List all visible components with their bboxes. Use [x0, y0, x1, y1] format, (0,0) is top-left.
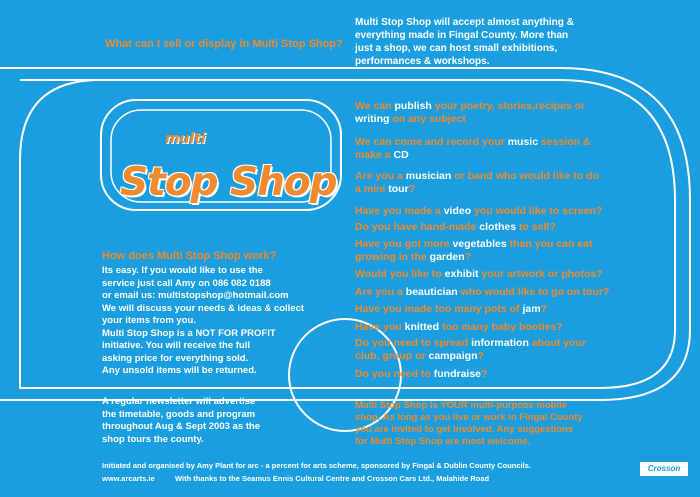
- question-text: club, group or: [355, 350, 429, 362]
- newsletter-text: [102, 396, 302, 446]
- footer-website[interactable]: www.arcarts.ie: [102, 474, 155, 483]
- question-keyword: musician: [405, 170, 452, 182]
- question-line: [355, 303, 615, 316]
- how-line: your items from you.: [102, 315, 196, 326]
- question-text: ?: [464, 251, 472, 263]
- question-text: a mini: [355, 183, 389, 195]
- question-keyword: clothes: [479, 221, 517, 233]
- newsletter-line: shop tours the county.: [102, 433, 204, 445]
- question-text: make a: [355, 149, 394, 161]
- question-text: on any subject: [389, 113, 466, 125]
- question-keyword: jam: [522, 303, 541, 315]
- question-text: growing in the: [355, 251, 430, 263]
- question-text: than you can eat: [506, 238, 593, 250]
- footer-thanks: With thanks to the Seamus Ennis Cultural Centre and Crosson Cars Ltd., Malahide Road: [175, 474, 490, 483]
- question-keyword: campaign: [428, 350, 478, 362]
- question-text: who would like to go on tour?: [457, 286, 610, 298]
- how-line: service just call Amy on 086 082 0188: [102, 277, 271, 289]
- question-keyword: video: [443, 205, 472, 217]
- question-line: [355, 268, 615, 281]
- closing-line: Multi Stop Shop is YOUR multi-purpose mobile: [355, 400, 567, 411]
- question-line: [355, 286, 615, 299]
- question-text: Do you have hand-made: [355, 221, 480, 233]
- how-line: Multi Stop Shop is a NOT FOR PROFIT: [102, 327, 276, 339]
- question-text: ?: [481, 368, 488, 380]
- question-text: session &: [538, 136, 591, 148]
- question-keyword: garden: [429, 251, 465, 263]
- intro-line: performances & workshops.: [355, 56, 490, 67]
- question-keyword: writing: [355, 113, 390, 125]
- question-text: to sell?: [516, 221, 556, 233]
- question-keyword: fundraise: [433, 368, 482, 380]
- question-line: [355, 205, 615, 218]
- question-text: Have you: [355, 321, 405, 333]
- logo-stop-shop-text: Stop Shop: [120, 160, 337, 205]
- question-line: [355, 100, 615, 113]
- question-keyword: exhibit: [444, 268, 479, 280]
- question-line: [355, 149, 615, 162]
- how-line: Any unsold items will be returned.: [102, 365, 257, 376]
- how-line: or email us: multistopshop@hotmail.com: [102, 290, 289, 301]
- question-text: ?: [540, 303, 547, 315]
- question-keyword: knitted: [404, 321, 440, 333]
- newsletter-line: A regular newsletter will advertise: [102, 396, 256, 407]
- intro-line: Multi Stop Shop will accept almost anything &: [355, 17, 574, 28]
- intro-text: [355, 16, 655, 68]
- question-line: [355, 337, 615, 350]
- question-keyword: beautician: [405, 286, 458, 298]
- question-text: Have you made too many pots of: [355, 303, 523, 315]
- header-question: What can I sell or display in Multi Stop Shop?: [105, 38, 343, 50]
- question-line: [355, 221, 615, 234]
- how-line: asking price for everything sold.: [102, 352, 249, 364]
- question-line: [355, 321, 615, 334]
- newsletter-line: throughout Aug & Sept 2003 as the: [102, 421, 260, 432]
- question-keyword: music: [507, 136, 539, 148]
- crosson-logo: Crosson: [640, 462, 688, 476]
- how-line: initiative. You will receive the full: [102, 340, 250, 351]
- footer-credits: Initiated and organised by Amy Plant for arc - a percent for arts scheme, sponsored by Fingal & Dublin County Councils.: [102, 461, 531, 470]
- question-text: ?: [408, 183, 416, 195]
- question-keyword: publish: [394, 100, 432, 112]
- question-keyword: tour: [388, 183, 409, 195]
- question-text: Are you a: [355, 170, 406, 182]
- intro-line: everything made in Fingal County. More than: [355, 30, 569, 41]
- question-keyword: information: [471, 337, 529, 349]
- question-text: We can: [355, 100, 395, 112]
- closing-text: [355, 400, 655, 448]
- question-text: Do you need to: [355, 368, 434, 380]
- question-line: [355, 350, 615, 363]
- question-text: your artwork or photos?: [478, 268, 603, 280]
- question-text: Have you got more: [355, 238, 453, 250]
- question-line: [355, 113, 615, 126]
- question-text: Do you need to spread: [355, 337, 472, 349]
- question-text: Are you a: [355, 286, 406, 298]
- question-text: or band who would like to do: [451, 170, 599, 182]
- how-title: How does Multi Stop Shop work?: [102, 250, 277, 262]
- question-line: [355, 170, 615, 183]
- question-keyword: CD: [393, 149, 409, 161]
- question-text: Have you made a: [355, 205, 444, 217]
- question-line: [355, 368, 615, 381]
- question-line: [355, 238, 615, 251]
- question-text: your poetry, stories,recipes or: [431, 100, 586, 112]
- closing-line: for Multi Stop Shop are most welcome.: [355, 436, 531, 447]
- question-keyword: vegetables: [452, 238, 507, 250]
- question-line: [355, 251, 615, 264]
- question-text: too many baby booties?: [439, 321, 563, 333]
- question-text: Would you like to: [355, 268, 445, 280]
- question-text: We can come and record your: [355, 136, 508, 148]
- logo-multi-text: multi: [165, 131, 206, 147]
- closing-line: shop. As long as you live or work in Fingal County: [355, 412, 583, 423]
- how-line: We will discuss your needs & ideas & collect: [102, 302, 305, 314]
- how-body: [102, 265, 362, 378]
- question-text: about your: [528, 337, 587, 349]
- newsletter-line: the timetable, goods and program: [102, 408, 256, 420]
- question-text: ?: [477, 350, 484, 362]
- question-text: you would like to screen?: [471, 205, 603, 217]
- question-line: [355, 183, 615, 196]
- intro-line: just a shop, we can host small exhibitions,: [355, 43, 558, 54]
- how-line: Its easy. If you would like to use the: [102, 265, 263, 276]
- question-line: [355, 136, 615, 149]
- closing-line: you are invited to get involved. Any suggestions: [355, 424, 574, 435]
